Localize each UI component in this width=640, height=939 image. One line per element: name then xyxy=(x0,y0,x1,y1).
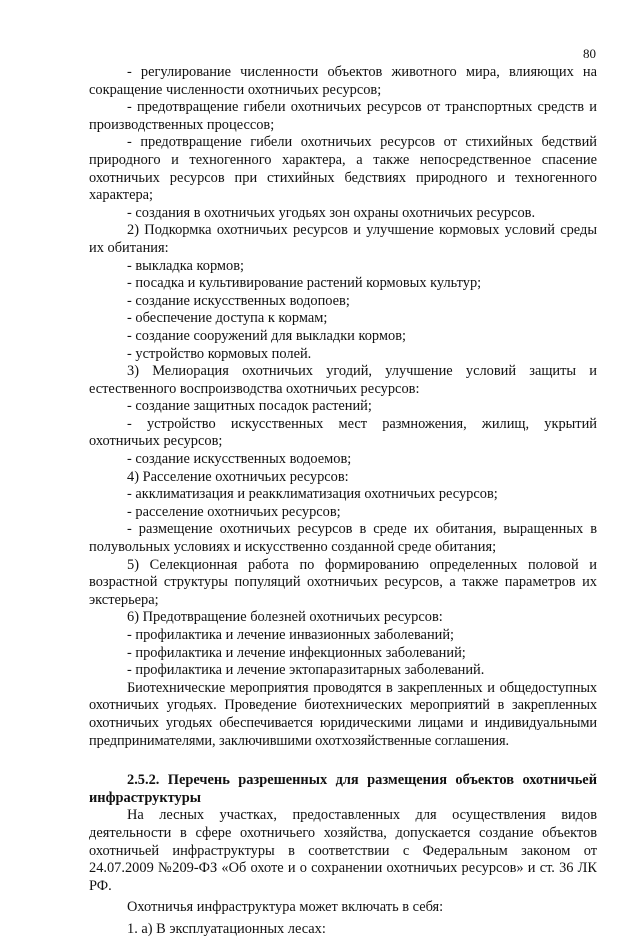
list-item: - акклиматизация и реакклиматизация охотничьих ресурсов; xyxy=(127,486,498,503)
list-item: - создание сооружений для выкладки кормов; xyxy=(127,327,407,344)
list-item: - устройство кормовых полей. xyxy=(127,345,312,362)
paragraph: Охотничья инфраструктура может включать в себя: xyxy=(127,899,444,916)
paragraph: - предотвращение гибели охотничьих ресурсов от транспортных средств и производственных процессов; xyxy=(89,99,597,133)
paragraph: - предотвращение гибели охотничьих ресурсов от стихийных бедствий природного и техногенного характера, а также непосредственное спасение охотничьих ресурсов при стихийных бедствиях природного и техногенного характера; xyxy=(89,134,597,204)
paragraph: 2) Подкормка охотничьих ресурсов и улучшение кормовых условий среды их обитания: xyxy=(89,222,597,256)
paragraph: На лесных участках, предоставленных для осуществления видов деятельности в сфере охотничьего хозяйства, допускается создание объектов охотничьей инфраструктуры в соответствии с Федеральным законом от 24.07.2009 №209-ФЗ «Об охоте и о сохранении охотничьих ресурсов» и ст. 36 ЛК РФ. xyxy=(89,807,597,894)
list-item: - посадка и культивирование растений кормовых культур; xyxy=(127,275,482,292)
list-item: - создание защитных посадок растений; xyxy=(127,398,372,415)
list-item: - создание искусственных водопоев; xyxy=(127,292,350,309)
list-item: - обеспечение доступа к кормам; xyxy=(127,310,328,327)
list-item: - профилактика и лечение инфекционных заболеваний; xyxy=(127,644,466,661)
list-item: - устройство искусственных мест размножения, жилищ, укрытий охотничьих ресурсов; xyxy=(89,415,597,450)
page-content xyxy=(89,64,597,939)
section-heading: 2.5.2. Перечень разрешенных для размещения объектов охотничьей инфраструктуры xyxy=(89,772,597,806)
list-item: - профилактика и лечение инвазионных заболеваний; xyxy=(127,627,455,643)
paragraph: 1. а) В эксплуатационных лесах: xyxy=(127,920,326,937)
list-item: - размещение охотничьих ресурсов в среде их обитания, выращенных в полувольных условиях и искусственно созданной среде обитания; xyxy=(89,521,597,556)
paragraph: 5) Селекционная работа по формированию определенных половой и возрастной структуры популяций охотничьих ресурсов, а также параметров их экстерьера; xyxy=(89,556,597,608)
list-item: - расселение охотничьих ресурсов; xyxy=(127,503,341,520)
paragraph: - регулирование численности объектов животного мира, влияющих на сокращение численности охотничьих ресурсов; xyxy=(89,64,597,98)
paragraph: 4) Расселение охотничьих ресурсов: xyxy=(127,468,349,485)
list-item: - создание искусственных водоемов; xyxy=(127,451,352,468)
paragraph: 3) Мелиорация охотничьих угодий, улучшение условий защиты и естественного воспроизводства охотничьих ресурсов: xyxy=(89,363,597,397)
paragraph: 6) Предотвращение болезней охотничьих ресурсов: xyxy=(127,609,443,626)
list-item: - профилактика и лечение эктопаразитарных заболеваний. xyxy=(127,662,485,679)
paragraph: Биотехнические мероприятия проводятся в закрепленных и общедоступных охотничьих угодьях. Проведение биотехнических мероприятий в закрепленных охотничьих угодьях обеспечивается юридическими лицами и индивидуальными предпринимателями, заключившими охотхозяйственные соглашения. xyxy=(89,679,597,749)
list-item: - выкладка кормов; xyxy=(127,257,245,274)
page-number: 80 xyxy=(583,46,596,61)
paragraph: - создания в охотничьих угодьях зон охраны охотничьих ресурсов. xyxy=(127,204,536,221)
